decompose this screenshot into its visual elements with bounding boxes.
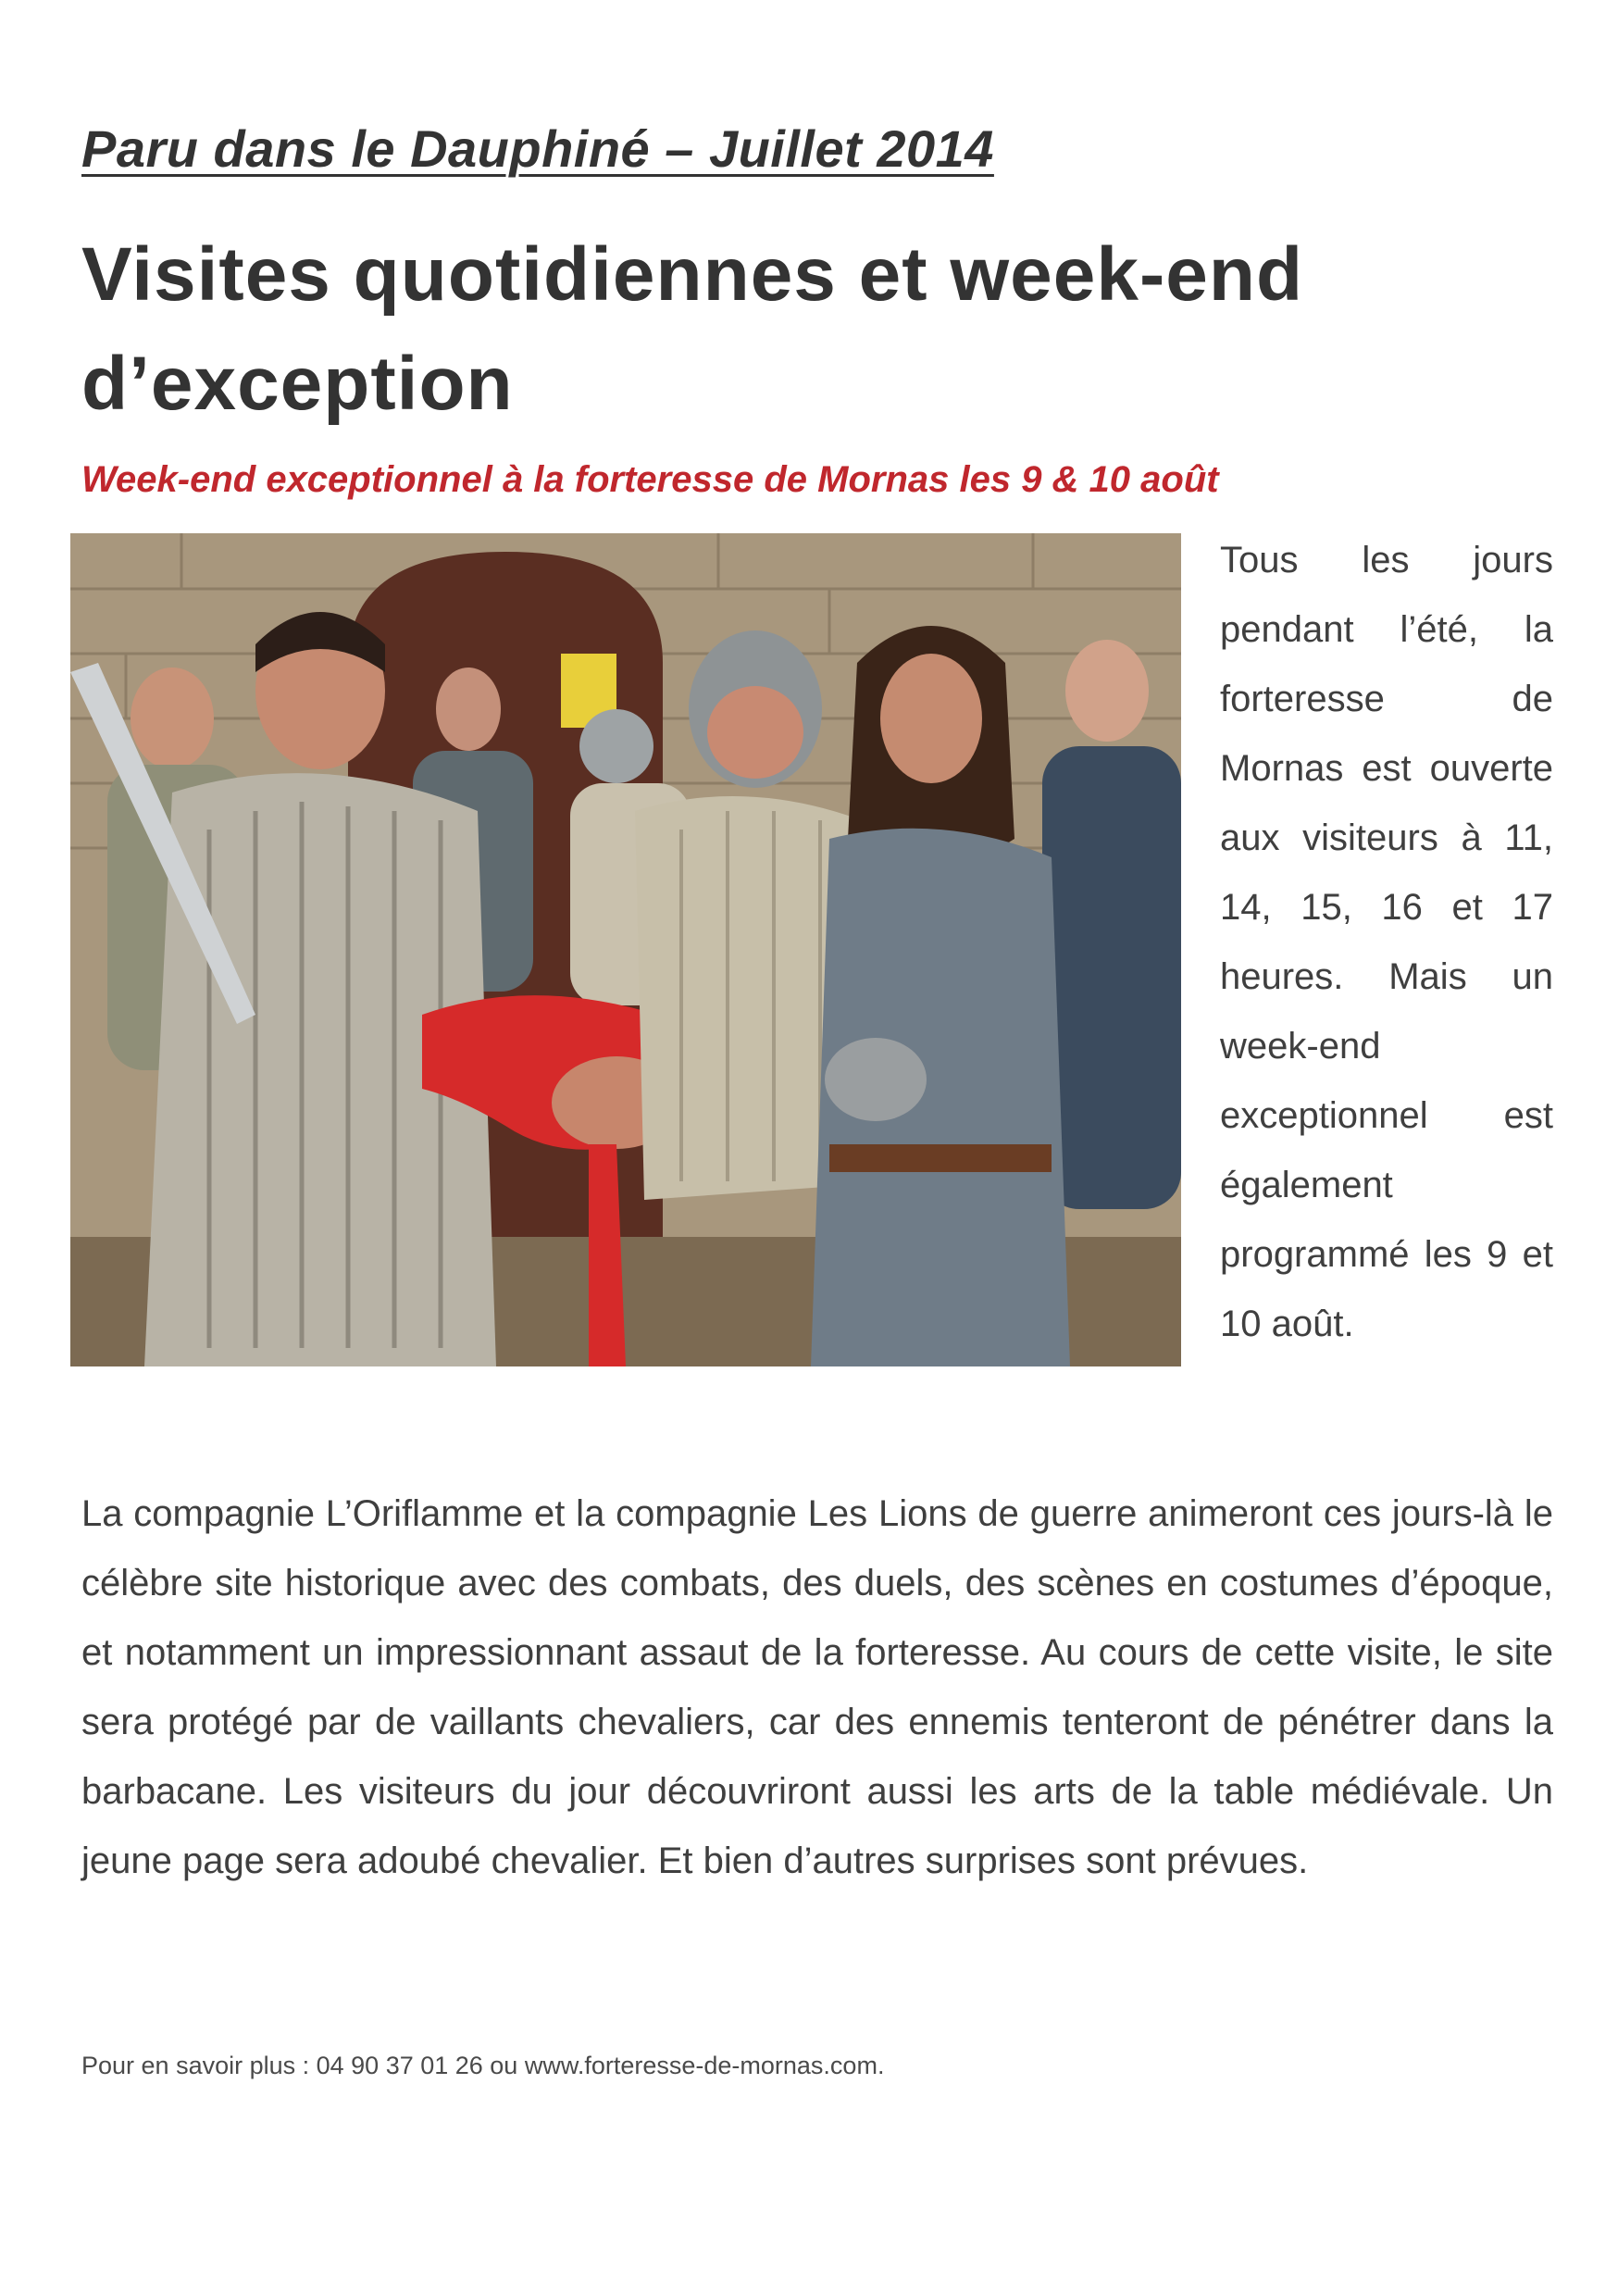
- headline: Visites quotidiennes et week-end d’exception: [81, 232, 1304, 426]
- article-photo: [70, 533, 1181, 1366]
- gauntlet-icon: [825, 1038, 927, 1121]
- side-paragraph: Tous les jours pendant l’été, la forteresse de Mornas est ouverte aux visiteurs à 11, 14, 15, 16 et 17 heures. Mais un week-end exceptionnel est également programmé les 9 et 10 août.: [1220, 540, 1553, 1344]
- source-line: Paru dans le Dauphiné – Juillet 2014: [81, 119, 994, 178]
- footer-info: Pour en savoir plus : 04 90 37 01 26 ou www.forteresse-de-mornas.com.: [81, 2052, 885, 2079]
- main-paragraph: La compagnie L’Oriflamme et la compagnie Les Lions de guerre animeront ces jours-là le célèbre site historique avec des combats, des duels, des scènes en costumes d’époque, et notamment un impressionnant assaut de la forteresse. Au cours de cette visite, le site sera protégé par de vaillants chevaliers, car des ennemis tenteront de pénétrer dans la barbacane. Les visiteurs du jour découvriront aussi les arts de la table médiévale. Un jeune page sera adoubé chevalier. Et bien d’autres surprises sont prévues.: [81, 1493, 1553, 1881]
- belt: [829, 1144, 1052, 1172]
- photo-illustration: [70, 533, 1181, 1366]
- subheadline: Week-end exceptionnel à la forteresse de Mornas les 9 & 10 août: [81, 459, 1219, 500]
